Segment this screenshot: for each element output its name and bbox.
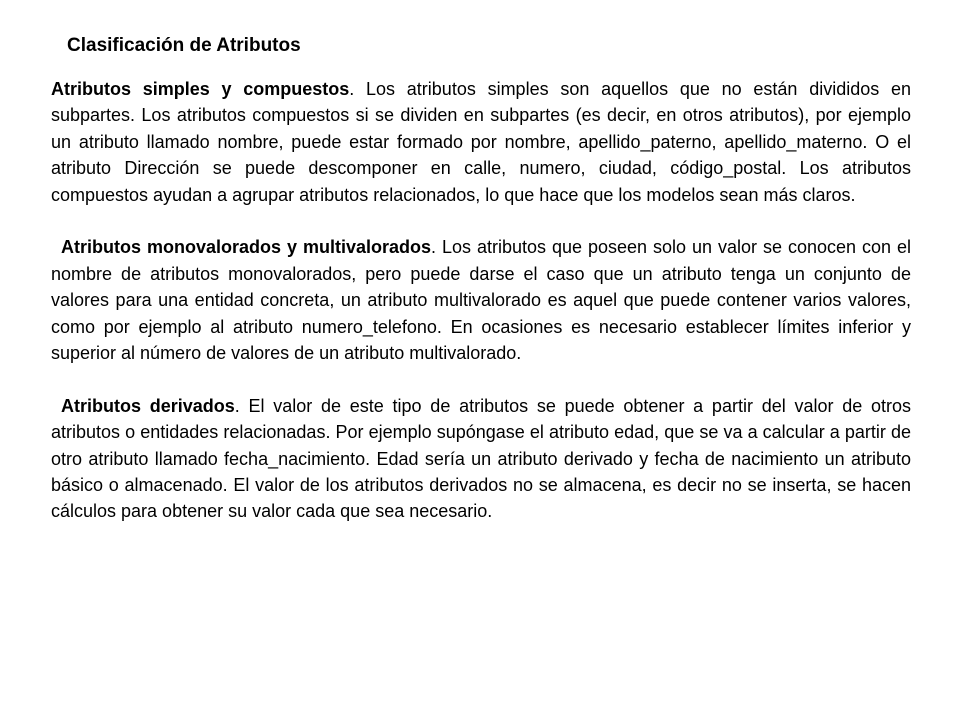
paragraph-text: . Los atributos simples son aquellos que no están divididos en subpartes. Los atributos compuestos si se dividen en subpartes (es decir, en otros atributos), por ejemplo un atributo llamado nombre, puede estar formado por nombre, apellido_paterno, apellido_materno. O el atributo Dirección se puede descomponer en calle, numero, ciudad, código_postal. Los atributos compuestos ayudan a agrupar atributos relacionados, lo que hace que los modelos sean más claros. [51, 79, 911, 205]
paragraph-simple-composite [51, 76, 911, 208]
paragraph-lead: Atributos simples y compuestos [51, 79, 350, 99]
paragraph-mono-multivalued [51, 234, 911, 366]
paragraph-derived [51, 393, 911, 525]
paragraph-text: . Los atributos que poseen solo un valor se conocen con el nombre de atributos monovalorados, pero puede darse el caso que un atributo tenga un conjunto de valores para una entidad concreta, un atributo multivalorado es aquel que puede contener varios valores, como por ejemplo al atributo numero_telefono. En ocasiones es necesario establecer límites inferior y superior al número de valores de un atributo multivalorado. [51, 237, 911, 364]
slide-body [51, 76, 911, 551]
slide-title: Clasificación de Atributos [67, 35, 301, 56]
paragraph-lead: Atributos monovalorados y multivalorados [61, 237, 431, 258]
paragraph-lead: Atributos derivados [61, 395, 235, 416]
paragraph-text: . El valor de este tipo de atributos se puede obtener a partir del valor de otros atributos o entidades relacionadas. Por ejemplo supóngase el atributo edad, que se va a calcular a partir de otro atributo llamado fecha_nacimiento. Edad sería un atributo derivado y fecha de nacimiento un atributo básico o almacenado. El valor de los atributos derivados no se almacena, es decir no se inserta, se hacen cálculos para obtener su valor cada que sea necesario. [51, 395, 911, 522]
